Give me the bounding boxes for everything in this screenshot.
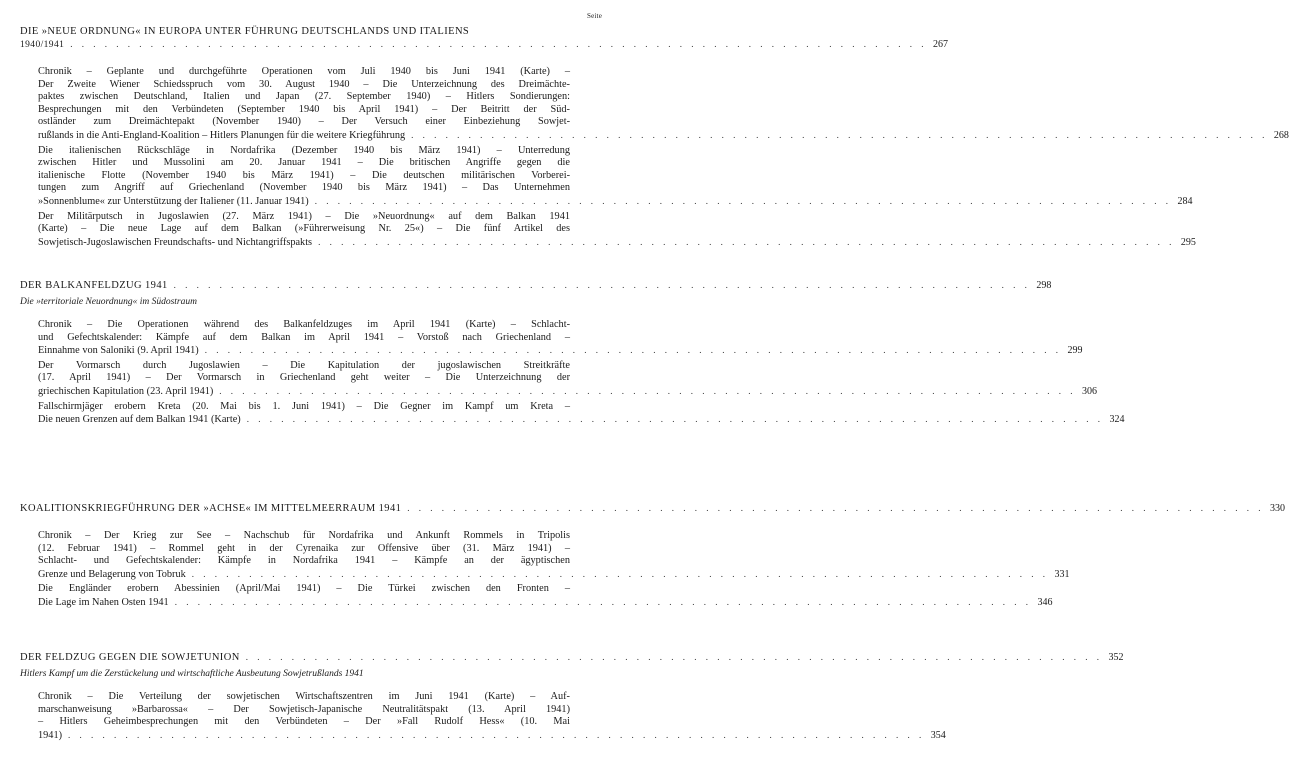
entry-text: (17. April 1941) – Der Vormarsch in Griechenland geht weiter – Die Unterzeichnung der: [38, 372, 570, 384]
entry-list: [38, 530, 1070, 610]
entry-text: Chronik – Der Krieg zur See – Nachschub für Nordafrika und Ankunft Rommels in Tripolis: [38, 530, 570, 541]
entry-text: rußlands in die Anti-England-Koalition – Hitlers Planungen für die weitere Kriegführung: [38, 129, 406, 141]
entry-line: [38, 332, 598, 345]
page-number: 284: [1177, 195, 1193, 207]
entry-text: und Gefechtskalender: Kämpfe auf dem Balkan im April 1941 – Vorstoß nach Griechenland –: [38, 331, 570, 343]
entry-line: [38, 79, 598, 92]
entry-text: 1941): [38, 729, 63, 741]
toc-section: [20, 26, 1289, 251]
entry-text: Einnahme von Saloniki (9. April 1941): [38, 345, 199, 357]
entry-text: Die Engländer erobern Abessinien (April/Mai 1941) – Die Türkei zwischen den Fronten –: [38, 583, 570, 595]
page-column-label: Seite: [587, 12, 602, 20]
entry-line: [38, 401, 598, 414]
page-number: 268: [1273, 129, 1289, 141]
entry-text: Die Lage im Nahen Osten 1941: [38, 596, 169, 608]
entry-list: [38, 319, 1125, 427]
toc-entry: [38, 359, 1098, 399]
entry-line: [38, 360, 598, 373]
entry-text: griechischen Kapitulation (23. April 1941): [38, 385, 214, 397]
entry-line: [38, 145, 598, 158]
entry-line: [38, 91, 598, 104]
leader-dots: . . . . . . . . . . . . . . . . . . . . . . . . . . . . . . . . . . . . . . . . . . . . . . . . . . . . . . . . . . . . . . . . . . . . . . . . . . .: [173, 280, 1031, 290]
entry-line: [38, 691, 598, 704]
entry-text: italienische Flotte (November 1940 bis März 1941) – Die deutschen militärischen Vorberei-: [38, 169, 570, 181]
entry-text: (Karte) – Die neue Lage auf dem Balkan (»Führerweisung Nr. 25«) – Die fünf Artikel des: [38, 223, 570, 235]
entry-text: Schlacht- und Gefechtskalender: Kämpfe in Nordafrika 1941 – Kämpfe an der ägyptischen: [38, 555, 570, 567]
entry-line: [38, 704, 598, 717]
toc-entry: [38, 583, 1053, 609]
entry-line: [38, 596, 1053, 610]
entry-list: [38, 691, 946, 742]
toc-section: [20, 503, 1286, 612]
toc-entry: [38, 66, 1289, 143]
page-number: 295: [1180, 236, 1196, 248]
leader-dots: . . . . . . . . . . . . . . . . . . . . . . . . . . . . . . . . . . . . . . . . . . . . . . . . . . . . . . . . . . . . . . . . . . . . . . . . . . .: [204, 345, 1062, 356]
section-subtitle: Hitlers Kampf um die Zerstückelung und wirtschaftliche Ausbeutung Sowjetrußlands 1941: [20, 669, 364, 679]
entry-text: Chronik – Die Verteilung der sowjetischen Wirtschaftszentren im Juni 1941 (Karte) – Auf-: [38, 691, 570, 702]
entry-line: [38, 157, 598, 170]
entry-line: [38, 530, 598, 543]
entry-line: [38, 413, 1125, 427]
leader-dots: . . . . . . . . . . . . . . . . . . . . . . . . . . . . . . . . . . . . . . . . . . . . . . . . . . . . . . . . . . . . . . . . . . . . . . . . . . .: [70, 39, 927, 49]
entry-line: [38, 372, 598, 385]
section-title: DER FELDZUG GEGEN DIE SOWJETUNION: [20, 652, 240, 663]
leader-dots: . . . . . . . . . . . . . . . . . . . . . . . . . . . . . . . . . . . . . . . . . . . . . . . . . . . . . . . . . . . . . . . . . . . . . . . . . . .: [245, 652, 1103, 662]
entry-line: [38, 555, 598, 568]
entry-line: [38, 66, 598, 79]
entry-text: Fallschirmjäger erobern Kreta (20. Mai bis 1. Juni 1941) – Die Gegner im Kampf um Kreta –: [38, 400, 570, 412]
entry-line: [38, 129, 1289, 143]
entry-text: (12. Februar 1941) – Rommel geht in der Cyrenaika zur Offensive über (31. März 1941) –: [38, 542, 570, 554]
section-title: KOALITIONSKRIEGFÜHRUNG DER »ACHSE« IM MITTELMEERRAUM 1941: [20, 503, 402, 514]
toc-section: [20, 280, 1125, 429]
entry-line: [38, 223, 598, 236]
entry-text: tungen zum Angriff auf Griechenland (November 1940 bis März 1941) – Das Unternehmen: [38, 182, 570, 194]
toc-entry: [38, 530, 1070, 581]
entry-text: Die neuen Grenzen auf dem Balkan 1941 (Karte): [38, 414, 241, 426]
entry-line: [38, 568, 1070, 582]
toc-entry: [38, 319, 1083, 358]
section-heading: [20, 652, 1124, 663]
entry-line: [38, 583, 598, 596]
page-number: 298: [1036, 280, 1052, 291]
entry-text: Chronik – Geplante und durchgeführte Operationen vom Juli 1940 bis Juni 1941 (Karte) –: [38, 66, 570, 77]
section-title: DIE »NEUE ORDNUNG« IN EUROPA UNTER FÜHRUNG DEUTSCHLANDS UND ITALIENS: [20, 26, 470, 37]
entry-text: – Hitlers Geheimbesprechungen mit den Verbündeten – Der »Fall Rudolf Hess« (10. Mai: [38, 716, 570, 728]
entry-line: [38, 116, 598, 129]
entry-line: [38, 104, 598, 117]
entry-text: Grenze und Belagerung von Tobruk: [38, 568, 186, 580]
leader-dots: . . . . . . . . . . . . . . . . . . . . . . . . . . . . . . . . . . . . . . . . . . . . . . . . . . . . . . . . . . . . . . . . . . . . . . . . . . .: [174, 596, 1032, 607]
section-heading: [20, 39, 948, 50]
entry-line: [38, 170, 598, 183]
entry-text: Der Vormarsch durch Jugoslawien – Die Kapitulation der jugoslawischen Streitkräfte: [38, 359, 570, 371]
entry-text: Der Militärputsch in Jugoslawien (27. März 1941) – Die »Neuordnung« auf dem Balkan 1941: [38, 210, 570, 222]
leader-dots: . . . . . . . . . . . . . . . . . . . . . . . . . . . . . . . . . . . . . . . . . . . . . . . . . . . . . . . . . . . . . . . . . . . . . . . . . . .: [219, 385, 1077, 396]
section-title: 1940/1941: [20, 40, 65, 50]
leader-dots: . . . . . . . . . . . . . . . . . . . . . . . . . . . . . . . . . . . . . . . . . . . . . . . . . . . . . . . . . . . . . . . . . . . . . . . . . . .: [411, 129, 1268, 140]
leader-dots: . . . . . . . . . . . . . . . . . . . . . . . . . . . . . . . . . . . . . . . . . . . . . . . . . . . . . . . . . . . . . . . . . . . . . . . . . . .: [314, 195, 1172, 206]
entry-line: [38, 211, 598, 224]
entry-text: paktes zwischen Deutschland, Italien und Japan (27. September 1940) – Hitlers Sondierungen:: [38, 91, 570, 103]
leader-dots: . . . . . . . . . . . . . . . . . . . . . . . . . . . . . . . . . . . . . . . . . . . . . . . . . . . . . . . . . . . . . . . . . . . . . . . . . . .: [191, 568, 1049, 579]
entry-line: [38, 543, 598, 556]
entry-text: »Sonnenblume« zur Unterstützung der Italiener (11. Januar 1941): [38, 195, 309, 207]
page-number: 352: [1108, 652, 1124, 663]
entry-line: [38, 319, 598, 332]
page-number: 324: [1109, 414, 1125, 426]
page-number: 299: [1067, 345, 1083, 357]
section-heading: [20, 26, 598, 37]
entry-line: [38, 385, 1098, 399]
entry-line: [38, 195, 1193, 209]
section-heading: [20, 280, 1052, 291]
section-heading: [20, 503, 1286, 514]
page-number: 346: [1037, 596, 1053, 608]
entry-list: [38, 66, 1289, 249]
page-number: 267: [933, 39, 948, 50]
entry-line: [38, 236, 1196, 250]
entry-text: Die italienischen Rückschläge in Nordafrika (Dezember 1940 bis März 1941) – Unterredung: [38, 144, 570, 156]
entry-line: [38, 716, 598, 729]
entry-text: Der Zweite Wiener Schiedsspruch vom 30. August 1940 – Die Unterzeichnung des Dreimächte-: [38, 78, 570, 90]
page-number: 354: [930, 729, 946, 741]
entry-text: marschanweisung »Barbarossa« – Der Sowjetisch-Japanische Neutralitätspakt (13. April 1941): [38, 703, 570, 715]
page-number: 331: [1054, 568, 1070, 580]
entry-text: Besprechungen mit den Verbündeten (September 1940 bis April 1941) – Der Beitritt der Süd-: [38, 103, 570, 115]
entry-line: [38, 344, 1083, 358]
toc-entry: [38, 400, 1125, 427]
leader-dots: . . . . . . . . . . . . . . . . . . . . . . . . . . . . . . . . . . . . . . . . . . . . . . . . . . . . . . . . . . . . . . . . . . . . . . . . . . .: [407, 503, 1265, 513]
entry-text: ostländer zum Dreimächtepakt (November 1940) – Der Versuch einer Einbeziehung Sowjet-: [38, 116, 570, 128]
leader-dots: . . . . . . . . . . . . . . . . . . . . . . . . . . . . . . . . . . . . . . . . . . . . . . . . . . . . . . . . . . . . . . . . . . . . . . . . . . .: [68, 729, 925, 740]
page-number: 306: [1082, 385, 1098, 397]
leader-dots: . . . . . . . . . . . . . . . . . . . . . . . . . . . . . . . . . . . . . . . . . . . . . . . . . . . . . . . . . . . . . . . . . . . . . . . . . . .: [246, 414, 1104, 425]
entry-text: Chronik – Die Operationen während des Balkanfeldzuges im April 1941 (Karte) – Schlacht-: [38, 319, 570, 330]
toc-entry: [38, 144, 1193, 209]
page-number: 330: [1270, 503, 1286, 514]
entry-text: Sowjetisch-Jugoslawischen Freundschafts- und Nichtangriffspakts: [38, 236, 313, 248]
section-subtitle: Die »territoriale Neuordnung« im Südostraum: [20, 297, 197, 307]
section-title: DER BALKANFELDZUG 1941: [20, 280, 168, 291]
toc-section: [20, 652, 1124, 744]
toc-entry: [38, 691, 946, 742]
entry-text: zwischen Hitler und Mussolini am 20. Januar 1941 – Die britischen Angriffe gegen die: [38, 157, 570, 169]
toc-entry: [38, 210, 1196, 250]
leader-dots: . . . . . . . . . . . . . . . . . . . . . . . . . . . . . . . . . . . . . . . . . . . . . . . . . . . . . . . . . . . . . . . . . . . . . . . . . . .: [318, 236, 1175, 247]
entry-line: [38, 729, 946, 743]
entry-line: [38, 182, 598, 195]
